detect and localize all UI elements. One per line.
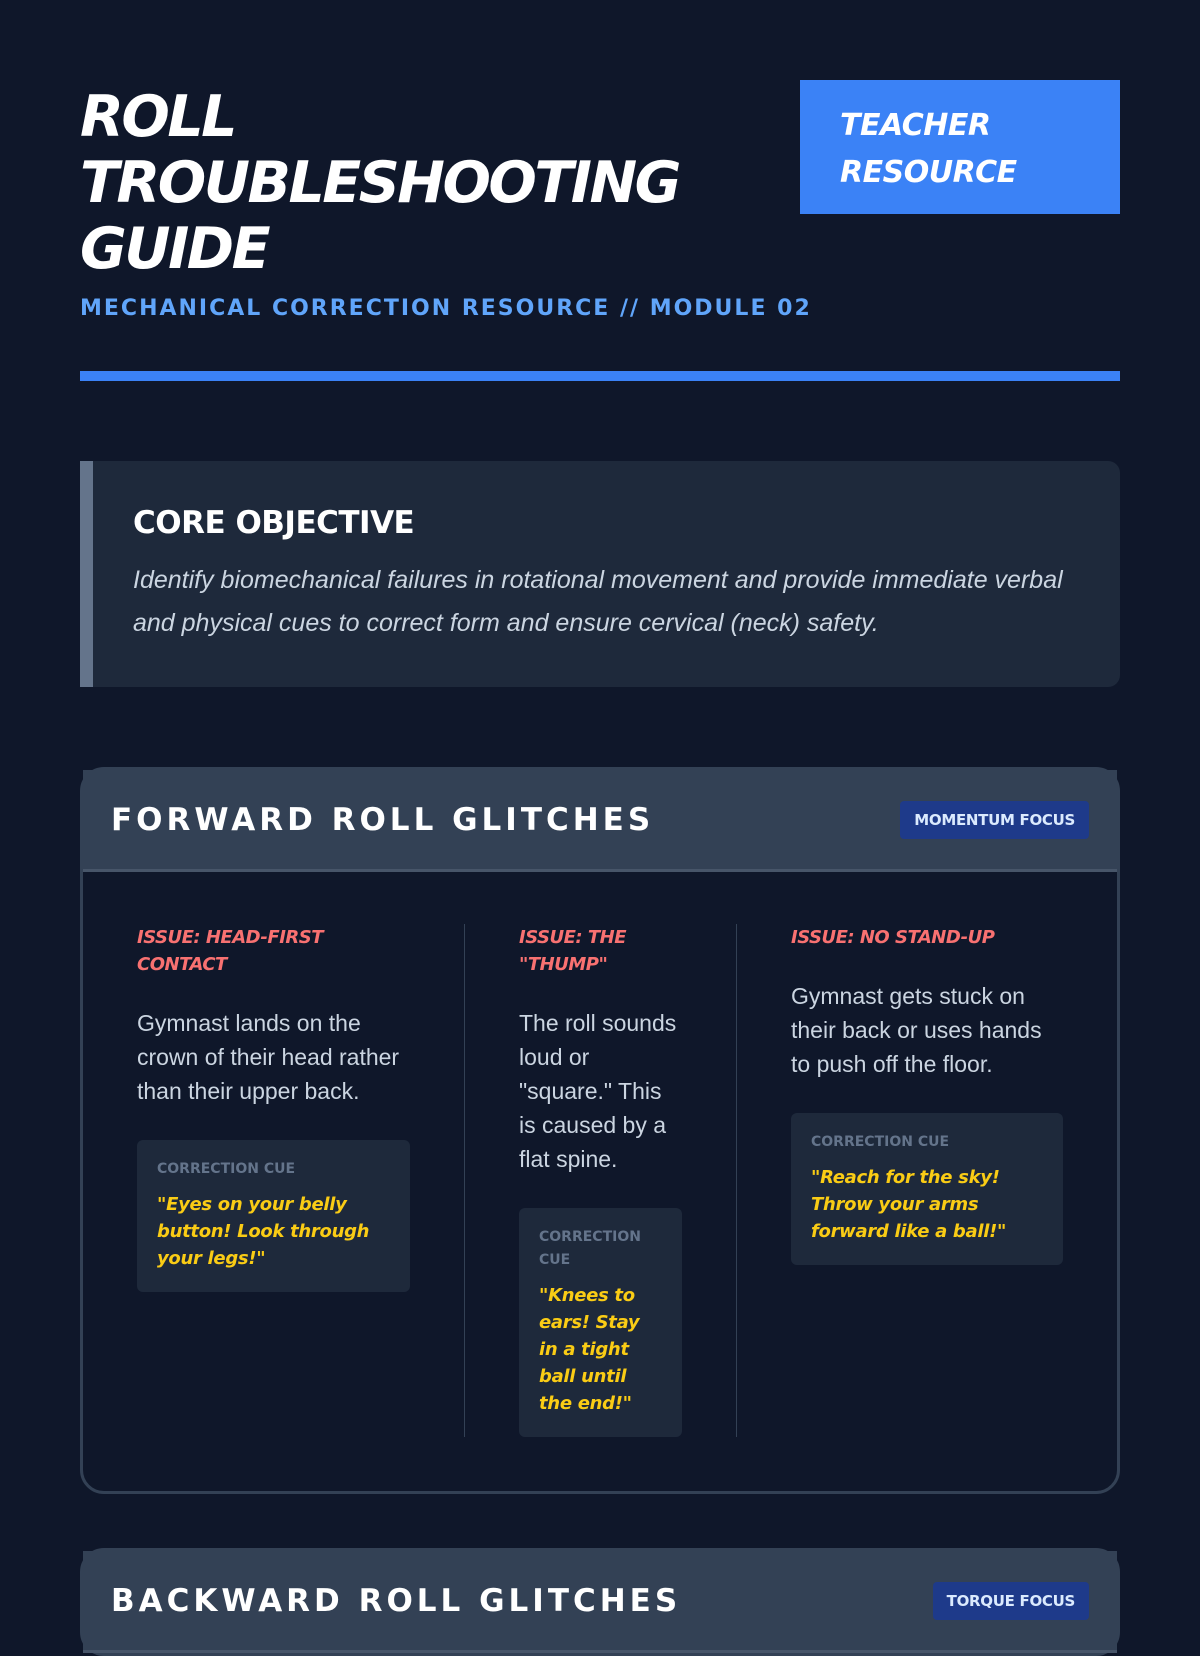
section-header [83,770,1117,872]
page-title-line-2: TROUBLESHOOTING [80,150,679,216]
cue-text: "Eyes on your belly button! Look through your legs!" [157,1194,370,1269]
forward-roll-section [80,767,1120,1494]
section-tag: TORQUE FOCUS [933,1582,1089,1620]
page-subtitle: MECHANICAL CORRECTION RESOURCE // MODULE 02 [80,296,812,321]
header [80,80,1120,321]
header-divider [80,371,1120,381]
issue-card [83,924,465,1437]
page-title-line-1: ROLL [80,84,235,150]
badge-line-2: RESOURCE [840,155,1017,190]
cue-text: "Knees to ears! Stay in a tight ball until the end!" [539,1285,640,1414]
issue-card [465,924,737,1437]
issue-description: Gymnast lands on the crown of their head rather than their upper back. [137,1010,400,1104]
correction-cue-box [137,1140,410,1292]
issue-description: The roll sounds loud or "square." This is caused by a flat spine. [519,1010,677,1172]
objective-heading: CORE OBJECTIVE [133,505,415,541]
correction-cue-box [791,1113,1063,1265]
issue-title: ISSUE: NO STAND-UP [791,927,995,948]
section-tag: MOMENTUM FOCUS [900,801,1089,839]
correction-cue-box [519,1208,682,1437]
objective-text: Identify biomechanical failures in rotational movement and provide immediate verbal and physical cues to correct form and ensure cervical (neck) safety. [133,566,1063,637]
cue-label: CORRECTION CUE [811,1134,950,1150]
badge-line-1: TEACHER [840,108,991,143]
cue-label: CORRECTION CUE [157,1161,296,1177]
cue-label: CORRECTION CUE [539,1229,641,1268]
title-block [80,80,812,321]
issues-grid [83,872,1117,1491]
issue-card [737,924,1117,1437]
issue-description: Gymnast gets stuck on their back or uses hands to push off the floor. [791,983,1042,1077]
issue-title: ISSUE: HEAD-FIRST CONTACT [137,927,323,975]
page-title [80,84,720,282]
cue-text: "Reach for the sky! Throw your arms forward like a ball!" [811,1167,1007,1242]
section-title: FORWARD ROLL GLITCHES [111,801,655,838]
issue-title: ISSUE: THE "THUMP" [519,927,626,975]
core-objective-panel [80,461,1120,687]
section-header [83,1551,1117,1653]
teacher-resource-badge [800,80,1120,214]
page-title-line-3: GUIDE [80,216,269,282]
section-title: BACKWARD ROLL GLITCHES [111,1582,682,1619]
backward-roll-section [80,1548,1120,1656]
